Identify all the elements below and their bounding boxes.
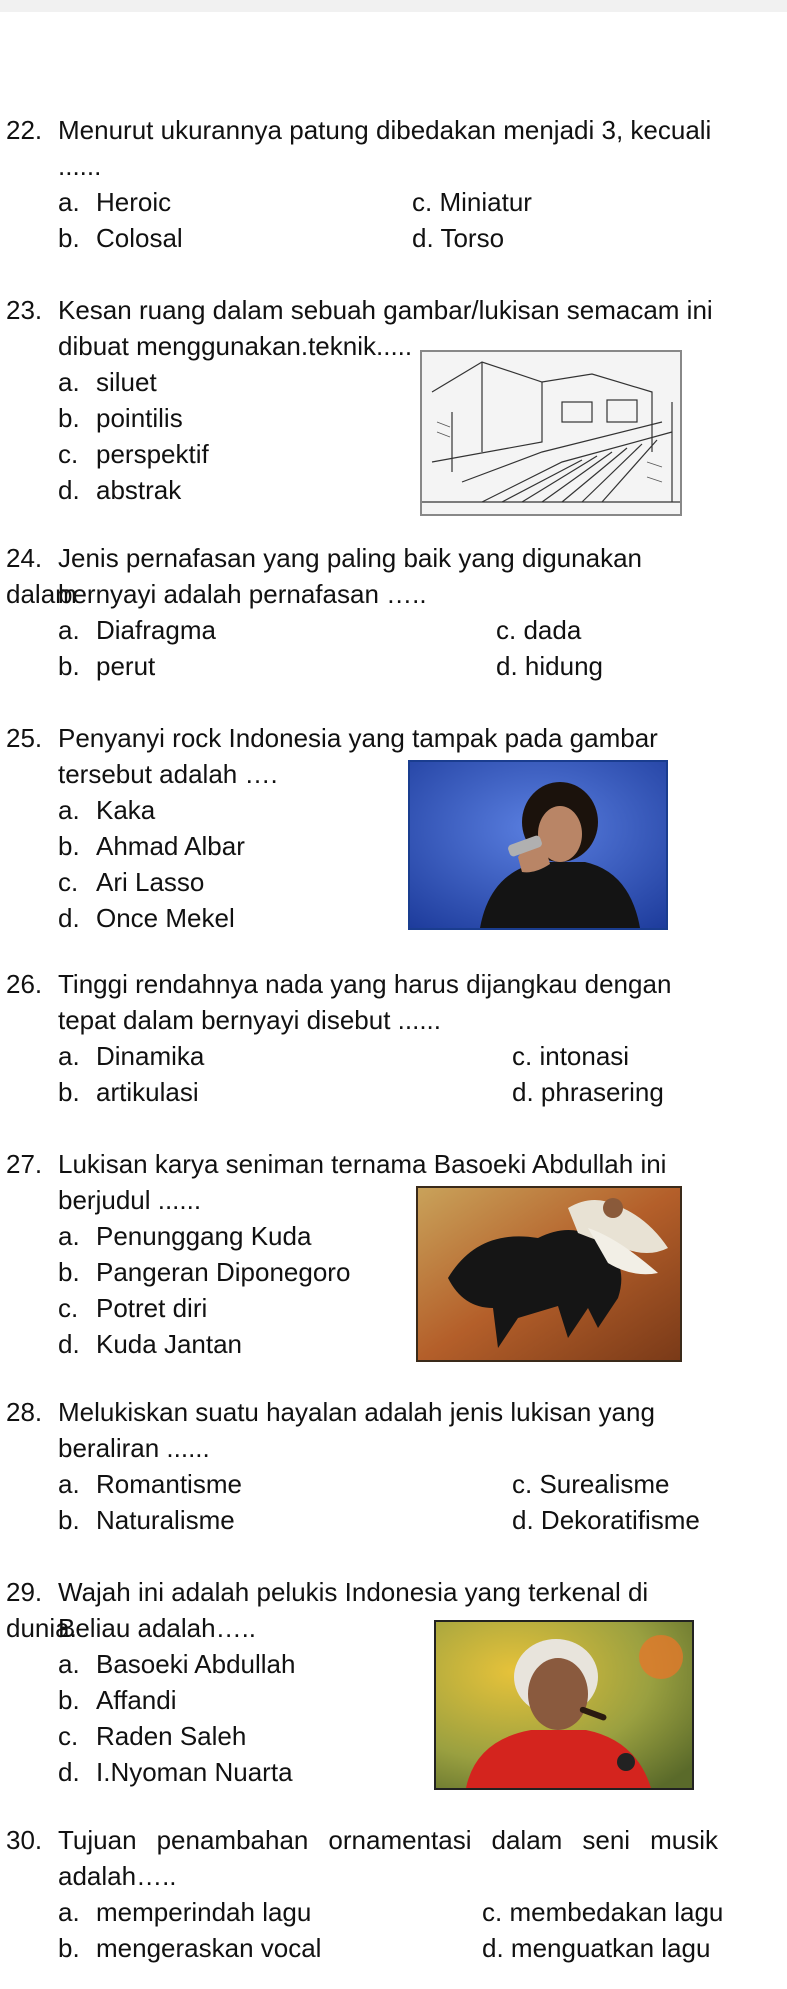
question-text-cont: Beliau adalah….. [58,1613,257,1643]
perspective-drawing-image [420,350,682,516]
option-a[interactable]: a. siluet [58,367,157,397]
horse-rider-painting [416,1186,682,1362]
question-text: 24. Jenis pernafasan yang paling baik yang digunakan dalam [6,543,642,609]
option-a[interactable]: a. Kaka [58,795,156,825]
option-a[interactable]: a. memperindah lagu [58,1897,312,1927]
option-c[interactable]: c. Ari Lasso [58,867,205,897]
option-a[interactable]: a. Basoeki Abdullah [58,1649,296,1679]
option-c[interactable]: c. Raden Saleh [58,1721,247,1751]
option-c[interactable]: c. Surealisme [512,1469,670,1499]
option-c[interactable]: c. Miniatur [412,187,532,217]
option-c[interactable]: c. perspektif [58,439,209,469]
option-d[interactable]: d. I.Nyoman Nuarta [58,1757,293,1787]
question-text-cont: adalah….. [58,1861,177,1891]
question-text: 30. Tujuan penambahan ornamentasi dalam seni musik [6,1825,718,1855]
option-b[interactable]: b. Affandi [58,1685,177,1715]
option-d[interactable]: d. Kuda Jantan [58,1329,243,1359]
option-b[interactable]: b. artikulasi [58,1077,199,1107]
question-text-cont: dibuat menggunakan.teknik..... [58,331,413,361]
question-text-cont: ...... [58,151,102,181]
option-a[interactable]: a. Heroic [58,187,172,217]
option-c[interactable]: c. membedakan lagu [482,1897,724,1927]
option-b[interactable]: b. perut [58,651,156,681]
option-b[interactable]: b. Naturalisme [58,1505,235,1535]
question-text: 27. Lukisan karya seniman ternama Basoeki Abdullah ini [6,1149,667,1179]
option-d[interactable]: d. hidung [496,651,603,681]
question-text-cont: bernyayi adalah pernafasan ….. [58,579,427,609]
option-d[interactable]: d. menguatkan lagu [482,1933,711,1963]
question-text: 28. Melukiskan suatu hayalan adalah jenis lukisan yang [6,1397,655,1427]
question-text-cont: berjudul ...... [58,1185,202,1215]
option-c[interactable]: c. intonasi [512,1041,630,1071]
top-strip [0,0,787,12]
question-text-cont: tersebut adalah …. [58,759,278,789]
option-b[interactable]: b. Ahmad Albar [58,831,245,861]
option-d[interactable]: d. Dekoratifisme [512,1505,700,1535]
option-a[interactable]: a. Penunggang Kuda [58,1221,312,1251]
question-text: 29. Wajah ini adalah pelukis Indonesia yang terkenal di dunia. [6,1577,649,1643]
option-a[interactable]: a. Diafragma [58,615,216,645]
question-text: 22. Menurut ukurannya patung dibedakan menjadi 3, kecuali [6,115,712,145]
option-b[interactable]: b. mengeraskan vocal [58,1933,322,1963]
option-b[interactable]: b. Pangeran Diponegoro [58,1257,351,1287]
question-text: 25. Penyanyi rock Indonesia yang tampak pada gambar [6,723,658,753]
question-text-cont: beraliran ...... [58,1433,210,1463]
option-b[interactable]: b. pointilis [58,403,183,433]
option-b[interactable]: b. Colosal [58,223,183,253]
painter-portrait-photo [434,1620,694,1790]
option-d[interactable]: d. Torso [412,223,505,253]
option-d[interactable]: d. Once Mekel [58,903,235,933]
option-d[interactable]: d. phrasering [512,1077,664,1107]
question-text-cont: tepat dalam bernyayi disebut ...... [58,1005,441,1035]
option-c[interactable]: c. Potret diri [58,1293,208,1323]
rock-singer-photo [408,760,668,930]
question-text: 23. Kesan ruang dalam sebuah gambar/lukisan semacam ini [6,295,713,325]
option-a[interactable]: a. Romantisme [58,1469,242,1499]
option-a[interactable]: a. Dinamika [58,1041,205,1071]
option-d[interactable]: d. abstrak [58,475,182,505]
question-text: 26. Tinggi rendahnya nada yang harus dijangkau dengan [6,969,672,999]
option-c[interactable]: c. dada [496,615,582,645]
